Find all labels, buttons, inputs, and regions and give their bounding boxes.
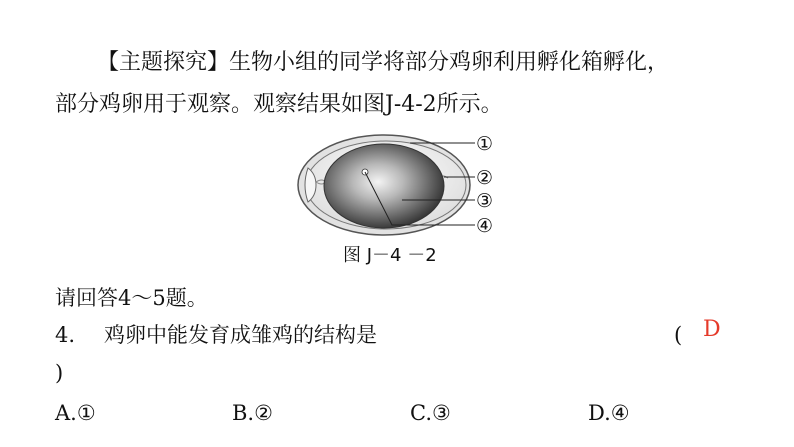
option-value: ① (76, 401, 96, 425)
label-4: ④ (476, 215, 494, 237)
option-value: ③ (432, 401, 451, 425)
question-text: 鸡卵中能发育成雏鸡的结构是 (104, 323, 377, 347)
intro-line-1: 【主题探究】生物小组的同学将部分鸡卵利用孵化箱孵化， (97, 50, 670, 75)
intro-line-2: 部分鸡卵用于观察。观察结果如图J-4-2所示。 (55, 92, 503, 117)
option-c[interactable] (410, 398, 451, 428)
option-letter: D. (588, 401, 611, 425)
label-3: ③ (476, 190, 494, 212)
option-value: ④ (610, 401, 630, 425)
label-1: ① (476, 133, 494, 155)
option-letter: A. (55, 401, 77, 425)
egg-diagram (292, 128, 512, 242)
option-letter: B. (232, 401, 255, 425)
option-letter: C. (410, 401, 432, 425)
option-a[interactable] (55, 398, 96, 428)
egg-yolk (324, 144, 444, 228)
option-b[interactable] (232, 398, 273, 428)
answer-mark: D (703, 317, 721, 342)
option-value: ② (254, 401, 273, 425)
label-2: ② (476, 167, 494, 189)
figure-caption: 图 J－4 －2 (343, 245, 437, 266)
answer-paren-close: ) (55, 361, 64, 385)
answer-paren-open: ( (674, 323, 683, 347)
question-number: 4. (55, 323, 76, 347)
option-d[interactable] (588, 398, 630, 428)
question-prompt: 请回答4～5题。 (55, 286, 208, 310)
